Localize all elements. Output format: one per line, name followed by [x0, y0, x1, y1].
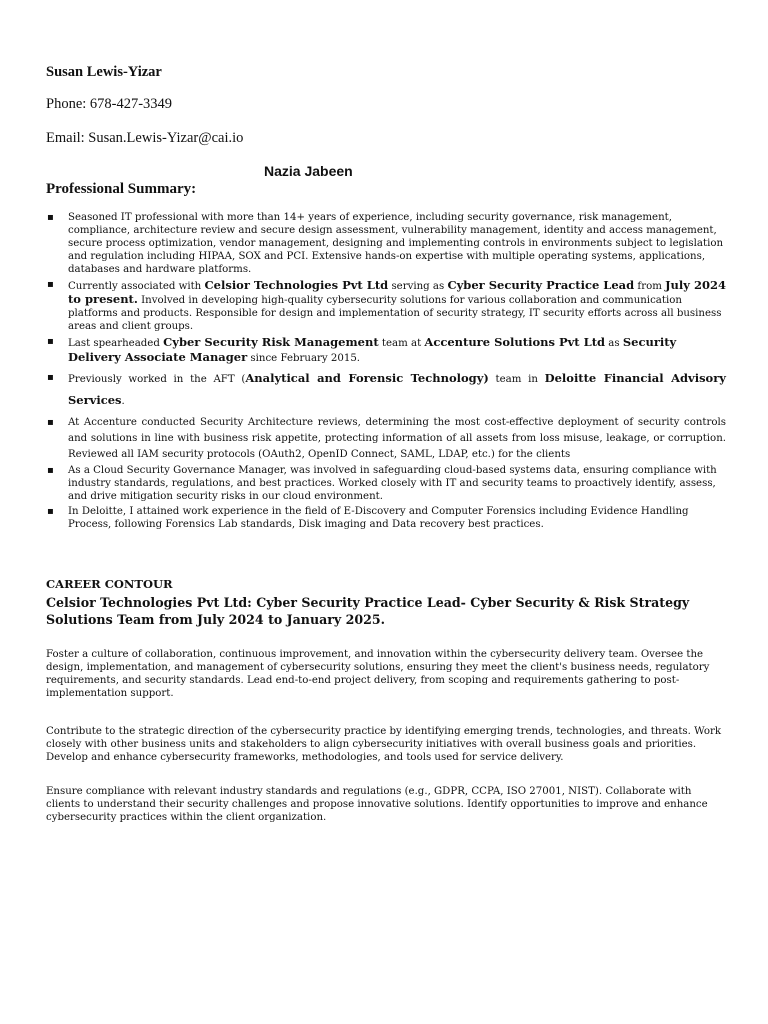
summary-text: As a Cloud Security Governance Manager, was involved in safeguarding cloud-based systems data, ensuring compliance with industry standards, regulations, and best practices. Worked closely with IT and security teams to proactively identify, assess, and drive mitigation security risks in our cloud environment.	[68, 464, 717, 502]
summary-list	[46, 212, 726, 534]
summary-text: At Accenture conducted Security Architecture reviews, determining the most cost-effective deployment of security controls and solutions in line with business risk appetite, protecting information of all assets from loss misuse, leakage, or corruption. Reviewed all IAM security protocols (OAuth2, OpenID Connect, SAML, LDAP, etc.) for the clients	[68, 416, 726, 460]
team-name: Analytical and Forensic Technology)	[245, 370, 489, 385]
summary-text: since February 2015.	[247, 353, 361, 365]
summary-text: Involved in developing high-quality cybersecurity solutions for various collaboration and communication platforms and products. Responsible for design and implementation of security strategy, IT security efforts across all business areas and client groups.	[68, 295, 722, 333]
summary-text: from	[634, 280, 666, 292]
role-title: Celsior Technologies Pvt Ltd: Cyber Security Practice Lead- Cyber Security & Risk Strategy Solutions Team from July 2024 to January 2025.	[46, 595, 690, 627]
summary-heading: Professional Summary:	[46, 181, 197, 197]
summary-item	[46, 465, 726, 504]
bullet-icon: ▪	[47, 371, 54, 383]
career-paragraph: Foster a culture of collaboration, continuous improvement, and innovation within the cybersecurity delivery team. Oversee the design, implementation, and management of cybersecurity solutions, ensuring they meet the client's business needs, regulatory requirements, and security standards. Lead end-to-end project delivery, from scoping and requirements gathering to post-implementation support.	[46, 649, 710, 699]
summary-item	[46, 368, 726, 412]
contact-phone: Phone: 678-427-3349	[46, 96, 173, 112]
job-title: Security Delivery Associate Manager	[68, 335, 677, 365]
company-name: Celsior Technologies Pvt Ltd	[204, 277, 389, 292]
summary-text: team in	[488, 373, 545, 385]
company-name: Accenture Solutions Pvt Ltd	[424, 335, 606, 350]
summary-item	[46, 336, 726, 366]
summary-item	[46, 279, 726, 335]
bullet-icon: ▪	[47, 278, 54, 290]
summary-text: team at	[378, 338, 425, 350]
summary-text: In Deloitte, I attained work experience in the field of E-Discovery and Computer Forensics including Evidence Handling Process, following Forensics Lab standards, Disk imaging and Data recovery best practices.	[68, 505, 689, 530]
summary-text: Seasoned IT professional with more than 14+ years of experience, including security governance, risk management, compliance, architecture review and secure design assessment, vulnerability management, identity and access management, secure process optimization, vendor management, designing and implementing controls in environments subject to legislation and regulation including HIPAA, SOX and PCI. Extensive hands-on expertise with multiple operating systems, applications, databases and hardware platforms.	[68, 212, 724, 275]
summary-text: Previously worked in the AFT (	[68, 373, 246, 385]
career-paragraph: Ensure compliance with relevant industry standards and regulations (e.g., GDPR, CCPA, ISO 27001, NIST). Collaborate with clients to understand their security challenges and propose innovative solutions. Identify opportunities to improve and enhance cybersecurity practices within the client organization.	[46, 786, 708, 823]
career-heading: CAREER CONTOUR	[46, 577, 173, 591]
summary-text: Last spearheaded	[68, 338, 164, 350]
contact-email: Email: Susan.Lewis-Yizar@cai.io	[46, 130, 244, 146]
date-range: July 2024 to present.	[68, 277, 726, 307]
contact-name: Susan Lewis-Yizar	[46, 64, 162, 80]
summary-item	[46, 415, 726, 463]
team-name: Cyber Security Risk Management	[163, 335, 379, 350]
summary-text: serving as	[388, 280, 448, 292]
career-paragraph: Contribute to the strategic direction of the cybersecurity practice by identifying emerging trends, technologies, and threats. Work closely with other business units and stakeholders to align cybersecurity initiatives with overall business goals and priorities. Develop and enhance cybersecurity frameworks, methodologies, and tools used for service delivery.	[46, 726, 722, 763]
company-name: Deloitte Financial Advisory Services	[68, 370, 726, 407]
bullet-icon: ▪	[47, 505, 54, 517]
bullet-icon: ▪	[47, 212, 54, 223]
summary-text: as	[605, 338, 623, 350]
job-title: Cyber Security Practice Lead	[447, 277, 635, 292]
summary-text: .	[121, 395, 125, 407]
bullet-icon: ▪	[47, 416, 54, 428]
summary-item	[46, 506, 726, 532]
bullet-icon: ▪	[47, 336, 54, 348]
summary-item	[46, 212, 726, 277]
summary-text: Currently associated with	[68, 280, 205, 292]
bullet-icon: ▪	[47, 464, 54, 476]
candidate-name: Nazia Jabeen	[264, 163, 353, 179]
